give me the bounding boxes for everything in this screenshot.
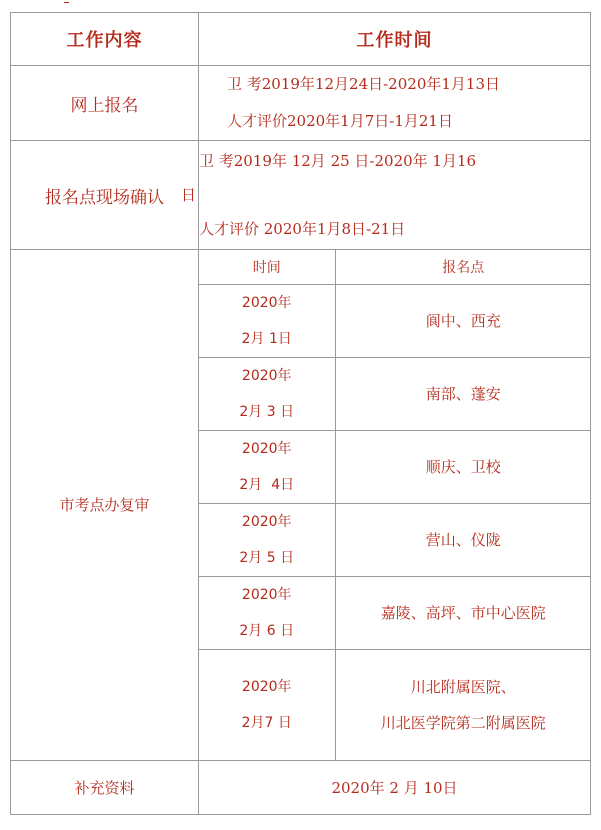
table-row [199,285,591,358]
review-col-time: 时间 [199,250,335,285]
online-line-talent: 人才评价2020年1月7日-1月21日 [227,112,453,130]
corner-mark [64,2,69,3]
table-row [199,577,591,650]
review-date [199,358,335,431]
review-header-row [199,250,591,285]
table-row [199,431,591,504]
review-place [335,285,591,358]
time-onsite-confirmation [181,141,591,250]
review-date-year: 2020年 [241,368,292,384]
review-date-day: 2月 5 日 [239,550,295,566]
header-row [11,13,591,66]
review-date [199,650,335,760]
review-date [199,577,335,650]
review-col-place: 报名点 [335,250,591,285]
table-row [199,358,591,431]
review-schedule-table [199,250,591,760]
time-supplement: 2020年 2 月 10日 [199,760,591,814]
onsite-line-health: 卫 考2019年 12月 25 日-2020年 1月16 [199,152,477,170]
review-date-day: 2月 6 日 [239,623,295,639]
time-online-registration [199,66,591,141]
review-date-day: 2月 3 日 [239,404,295,420]
review-place-line1: 顺庆、卫校 [425,458,501,476]
review-date [199,285,335,358]
row-supplement [11,760,591,814]
review-date-day: 2月 4日 [239,477,295,493]
review-date-year: 2020年 [241,514,292,530]
review-place [335,431,591,504]
label-city-review: 市考点办复审 [11,250,199,761]
header-time: 工作时间 [199,13,591,66]
review-place-line1: 南部、蓬安 [425,385,501,403]
row-city-review [11,250,591,761]
header-content: 工作内容 [11,13,199,66]
review-place [335,650,591,760]
review-place [335,577,591,650]
row-onsite-confirmation [11,141,591,250]
review-date [199,504,335,577]
review-date-year: 2020年 [241,295,292,311]
label-onsite-confirmation: 报名点现场确认 [11,141,199,250]
review-place [335,358,591,431]
review-place-line1: 嘉陵、高坪、市中心医院 [380,604,546,622]
review-place [335,504,591,577]
label-online-registration: 网上报名 [11,66,199,141]
review-date-year: 2020年 [241,441,292,457]
online-line-health: 卫 考2019年12月24日-2020年1月13日 [227,75,500,93]
schedule-table [10,12,591,815]
onsite-line-health-cont: 日 [181,186,197,204]
row-online-registration [11,66,591,141]
review-date-year: 2020年 [241,678,292,695]
review-date-day: 2月 1日 [241,331,292,347]
review-date [199,431,335,504]
review-date-year: 2020年 [241,587,292,603]
review-place-line1: 营山、仪陇 [425,531,501,549]
review-place-line2: 川北医学院第二附属医院 [380,713,546,732]
review-place-line1: 阆中、西充 [425,312,501,330]
label-supplement: 补充资料 [11,760,199,814]
table-row [199,650,591,760]
table-row [199,504,591,577]
review-date-day: 2月7 日 [241,714,292,731]
onsite-line-talent: 人才评价 2020年1月8日-21日 [199,220,406,238]
review-place-line1: 川北附属医院、 [410,677,516,696]
review-schedule-cell [199,250,591,761]
